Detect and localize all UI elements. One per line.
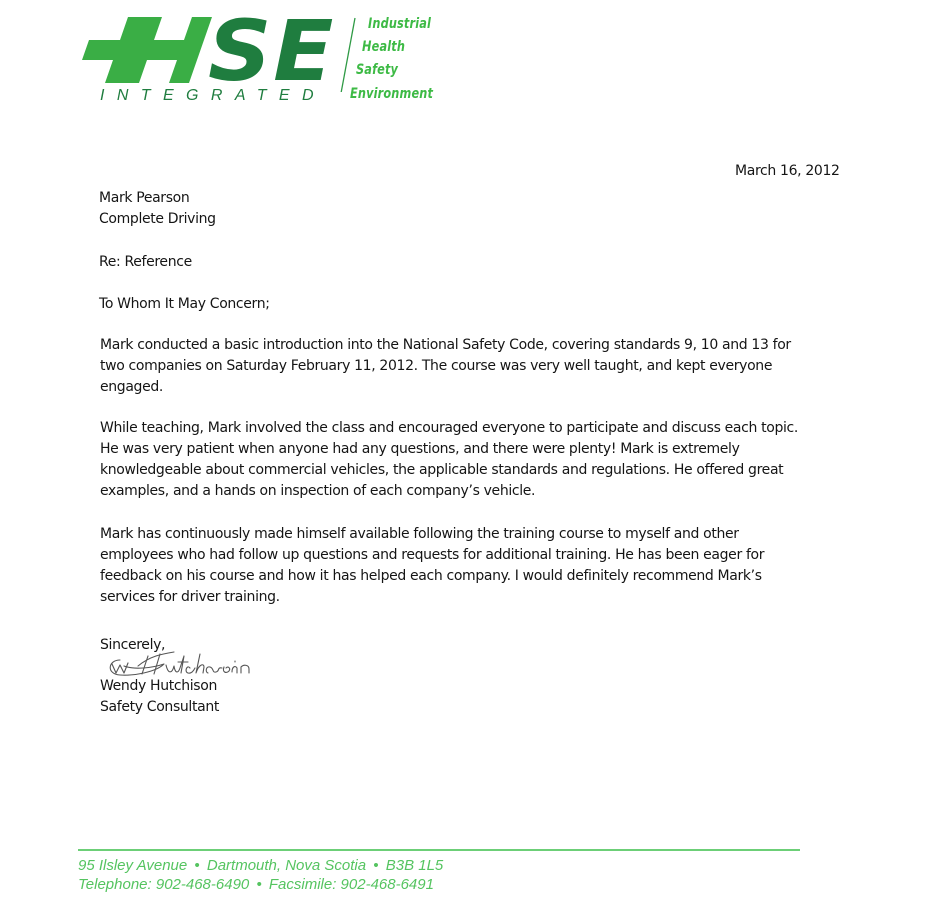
paragraph <box>100 418 860 502</box>
footer-postal-code: B3B 1L5 <box>385 857 444 874</box>
footer-divider <box>78 849 800 851</box>
footer-contact-line <box>78 875 443 894</box>
footer-facsimile: Facsimile: 902-468-6491 <box>268 876 434 893</box>
footer-street: 95 Ilsley Avenue <box>78 857 188 874</box>
logo-subtitle: INTEGRATED <box>100 87 326 104</box>
logo-plus-shape <box>82 17 186 83</box>
footer-telephone: Telephone: 902-468-6490 <box>78 876 250 893</box>
logo-tagline-health: Health <box>362 39 406 55</box>
footer-address-line <box>78 856 443 875</box>
paragraph <box>100 335 860 398</box>
recipient-name: Mark Pearson <box>99 190 190 206</box>
logo-tagline-environment: Environment <box>350 86 434 102</box>
closing: Sincerely, <box>100 637 166 653</box>
paragraph-line: engaged. <box>100 379 163 395</box>
logo-tagline-industrial: Industrial <box>368 16 432 32</box>
hse-logo-mark <box>82 14 382 92</box>
paragraph-line: two companies on Saturday February 11, 2012. The course was very well taught, and kept everyone <box>100 358 773 374</box>
recipient-block <box>99 188 216 230</box>
paragraph-line: He was very patient when anyone had any questions, and there were plenty! Mark is extremely <box>100 441 740 457</box>
footer-city: Dartmouth, Nova Scotia <box>206 857 367 874</box>
bullet-separator: • <box>373 857 379 874</box>
paragraph-line: examples, and a hands on inspection of each company’s vehicle. <box>100 483 536 499</box>
paragraph-line: Mark conducted a basic introduction into the National Safety Code, covering standards 9, 10 and 13 for <box>100 337 791 353</box>
bullet-separator: • <box>194 857 200 874</box>
logo-divider <box>339 18 355 92</box>
paragraph-line: feedback on his course and how it has helped each company. I would definitely recommend Mark’s <box>100 568 762 584</box>
logo-tagline-safety: Safety <box>356 62 399 78</box>
paragraph-line: While teaching, Mark involved the class and encouraged everyone to participate and discuss each topic. <box>100 420 799 436</box>
paragraph-line: services for driver training. <box>100 589 280 605</box>
paragraph-line: Mark has continuously made himself available following the training course to myself and other <box>100 526 739 542</box>
salutation: To Whom It May Concern; <box>99 296 270 312</box>
paragraph-line: employees who had follow up questions and requests for additional training. He has been eager for <box>100 547 765 563</box>
paragraph-line: knowledgeable about commercial vehicles, the applicable standards and regulations. He offered great <box>100 462 784 478</box>
signer-block <box>100 676 219 718</box>
logo-s-letter: S <box>208 14 272 92</box>
letter-date: March 16, 2012 <box>735 163 840 179</box>
subject-line: Re: Reference <box>99 254 192 270</box>
logo-e-letter: E <box>273 14 334 92</box>
signer-name: Wendy Hutchison <box>100 678 217 694</box>
company-logo <box>82 14 432 106</box>
signer-title: Safety Consultant <box>100 699 219 715</box>
footer-contact <box>78 856 443 894</box>
recipient-company: Complete Driving <box>99 211 216 227</box>
bullet-separator: • <box>256 876 262 893</box>
paragraph <box>100 524 860 608</box>
